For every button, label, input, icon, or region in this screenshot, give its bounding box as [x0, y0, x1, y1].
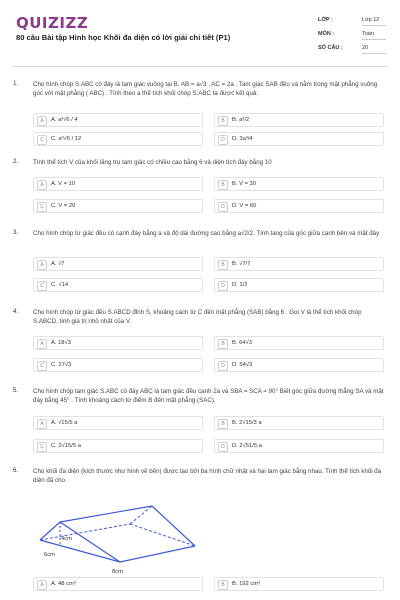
option-text: B. √7/7: [232, 261, 251, 267]
question-number: 3.: [13, 229, 19, 236]
option-letter: C: [37, 202, 47, 212]
option-text: C. 2√15/5 a: [51, 443, 81, 449]
question-text: Cho hình chóp tứ giác đều S.ABCD đỉnh S, khoảng cách từ C đến mặt phẳng (SAB) bằng 6 . Gọi V là thể tích khối chóp S.ABCD, tính giá trị nhỏ nhất của V.: [33, 309, 362, 325]
class-label: LỚP :: [318, 17, 333, 23]
option-letter: C: [37, 442, 47, 452]
subject-row: [318, 31, 388, 37]
option-c[interactable]: [33, 199, 203, 213]
option-c[interactable]: [33, 278, 203, 292]
option-text: A. 18√3: [51, 340, 71, 346]
class-row: [318, 17, 388, 23]
option-letter: A: [37, 180, 47, 190]
page-header: [0, 0, 400, 64]
option-letter: C: [37, 135, 47, 145]
option-letter: A: [37, 580, 47, 590]
question-text: Cho khối đa diện (kích thước như hình vẽ bên) được tạo bởi ba hình chữ nhật và hai tam giác bằng nhau. Tính thể tích khối đa diện đã cho.: [33, 468, 382, 484]
option-b[interactable]: [214, 113, 384, 127]
option-text: D. V = 60: [232, 203, 257, 209]
option-text: C. V = 20: [51, 203, 76, 209]
option-a[interactable]: [33, 336, 203, 350]
option-letter: D: [218, 281, 228, 291]
subject-value: Toán: [362, 30, 386, 40]
option-text: B. a³/2: [232, 117, 250, 123]
option-b[interactable]: [214, 336, 384, 350]
option-letter: A: [37, 419, 47, 429]
option-letter: A: [37, 260, 47, 270]
option-letter: B: [218, 339, 228, 349]
question-count-label: SỐ CÂU :: [318, 45, 343, 51]
subject-label: MÔN :: [318, 31, 335, 37]
question-number: 1.: [13, 80, 19, 87]
option-b[interactable]: [214, 257, 384, 271]
option-a[interactable]: [33, 416, 203, 430]
question-text: Cho hình chóp tứ giác đều có cạnh đáy bằng a và độ dài đường cao bằng a√2/2. Tính tang của góc giữa cạnh bên và mặt đáy: [33, 230, 380, 237]
option-c[interactable]: [33, 358, 203, 372]
option-b[interactable]: [214, 416, 384, 430]
option-a[interactable]: [33, 257, 203, 271]
option-text: A. √7: [51, 261, 65, 267]
option-text: D. 3a³/4: [232, 136, 253, 142]
question-number: 5.: [13, 387, 19, 394]
option-letter: D: [218, 442, 228, 452]
question-count-value: 20: [362, 44, 386, 54]
option-text: C. √14: [51, 282, 69, 288]
option-a[interactable]: [33, 113, 203, 127]
option-text: D. 54√3: [232, 362, 253, 368]
class-value: Lớp 12: [362, 16, 386, 26]
worksheet-title: 80 câu Bài tập Hình học Khối đa diện có lời giải chi tiết (P1): [16, 33, 231, 42]
label-4cm: 4cm: [61, 536, 72, 542]
option-text: A. a³√6 / 4: [51, 117, 78, 123]
label-8cm: 8cm: [112, 569, 123, 574]
quizizz-logo: QUIZIZZ: [16, 14, 89, 32]
option-text: B. 192 cm³: [232, 581, 261, 587]
question-text: Cho hình chóp S.ABC có đáy là tam giác vuông tại B, AB = a√3 , AC = 2a . Tam giác SAB đều và nằm trong mặt phẳng vuông góc với mặt phẳng ( ABC) . Tính theo a thể tích khối chóp S.ABC ta được kết quả:: [33, 81, 378, 97]
option-d[interactable]: [214, 439, 384, 453]
option-text: B. V = 30: [232, 181, 257, 187]
option-text: A. V = 10: [51, 181, 76, 187]
option-a[interactable]: [33, 177, 203, 191]
label-6cm: 6cm: [44, 552, 55, 558]
option-d[interactable]: [214, 358, 384, 372]
option-letter: B: [218, 419, 228, 429]
option-text: D. 1/2: [232, 282, 248, 288]
option-b[interactable]: [214, 177, 384, 191]
option-text: D. 2√51/5 a: [232, 443, 262, 449]
option-letter: C: [37, 361, 47, 371]
question-count-row: [318, 45, 388, 51]
option-letter: B: [218, 116, 228, 126]
option-text: B. 64√3: [232, 340, 252, 346]
option-d[interactable]: [214, 132, 384, 146]
option-letter: A: [37, 339, 47, 349]
option-text: A. 48 cm³: [51, 581, 76, 587]
option-letter: D: [218, 202, 228, 212]
option-text: C. 27√3: [51, 362, 72, 368]
q6-option-b[interactable]: [214, 577, 384, 591]
option-letter: C: [37, 281, 47, 291]
option-text: B. 2√15/3 a: [232, 420, 262, 426]
question-number: 4.: [13, 308, 19, 315]
option-d[interactable]: [214, 278, 384, 292]
option-letter: B: [218, 180, 228, 190]
option-letter: A: [37, 116, 47, 126]
option-c[interactable]: [33, 132, 203, 146]
question-number: 2.: [13, 158, 19, 165]
question-number: 6.: [13, 467, 19, 474]
option-letter: B: [218, 260, 228, 270]
option-letter: B: [218, 580, 228, 590]
prism-figure: [30, 502, 200, 574]
header-divider: [12, 66, 388, 67]
option-text: C. a³√6 / 12: [51, 136, 82, 142]
q6-option-a[interactable]: [33, 577, 203, 591]
option-letter: D: [218, 135, 228, 145]
option-text: A. √15/5 a: [51, 420, 78, 426]
option-c[interactable]: [33, 439, 203, 453]
question-text: Cho hình chóp tam giác S.ABC có đáy ABC là tam giác đều cạnh 2a và SBA = SCA = 90° Biết góc giữa đường thẳng SA và mặt đáy bằng 45° . Tính khoảng cách từ điểm B đến mặt phẳng (SAC).: [33, 388, 384, 404]
option-letter: D: [218, 361, 228, 371]
option-d[interactable]: [214, 199, 384, 213]
question-text: Tính thể tích V của khối lăng trụ tam giác có chiều cao bằng 6 và diện tích đáy bằng 10: [33, 159, 272, 166]
